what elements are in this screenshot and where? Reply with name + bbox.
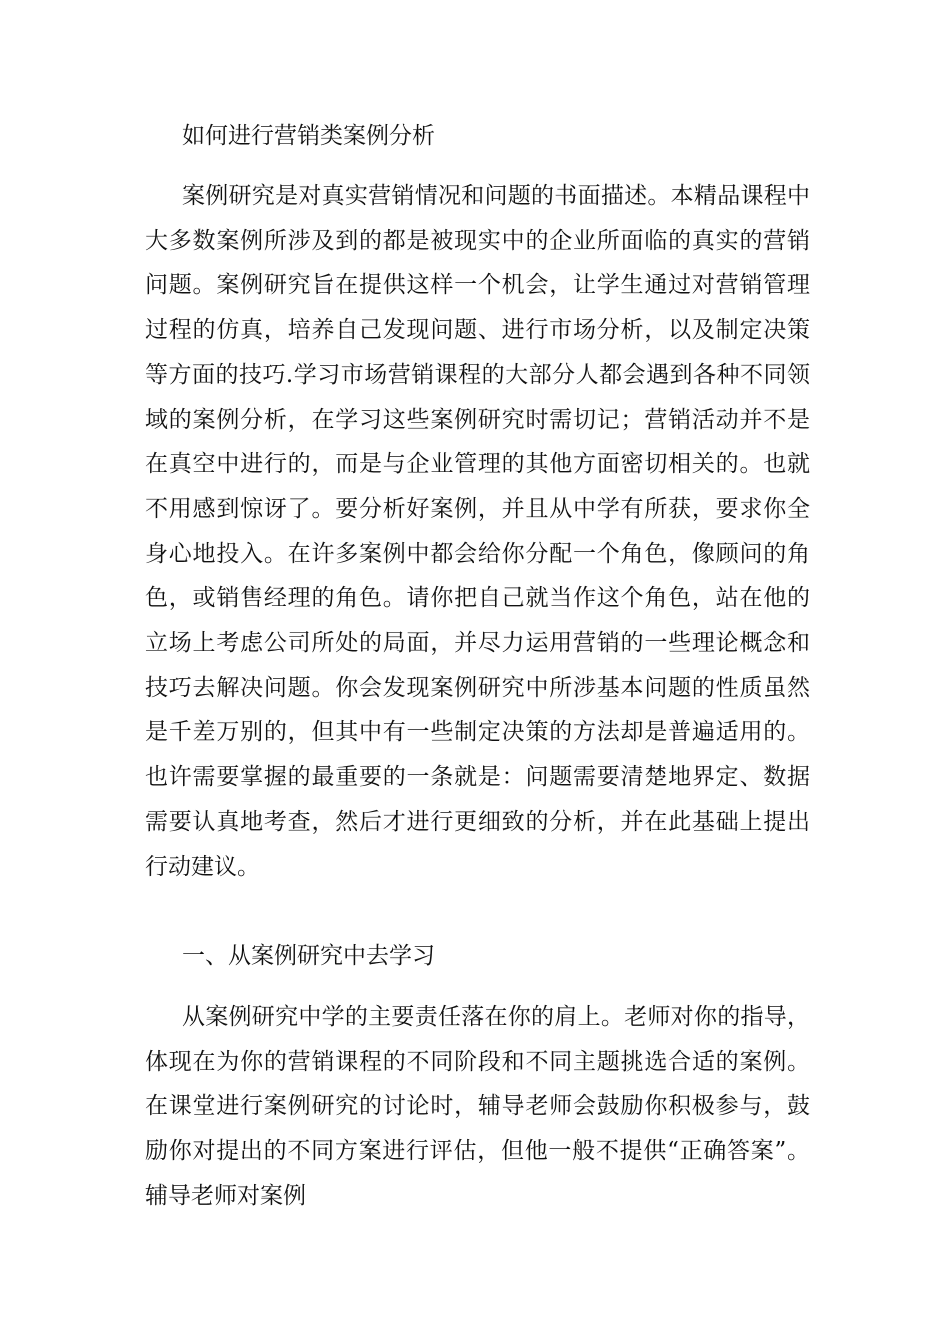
section-heading: 一、从案例研究中去学习 xyxy=(182,943,435,969)
body-paragraph: 案例研究是对真实营销情况和问题的书面描述。本精品课程中大多数案例所涉及到的都是被现实中的企业所面临的真实的营销问题。案例研究旨在提供这样一个机会，让学生通过对营销管理过程的仿真，培养自己发现问题、进行市场分析，以及制定决策等方面的技巧.学习市场营销课程的大部分人都会遇到各种不同领域的案例分析，在学习这些案例研究时需切记；营销活动并不是在真空中进行的，而是与企业管理的其他方面密切相关的。也就不用感到惊讶了。要分析好案例，并且从中学有所获，要求你全身心地投入。在许多案例中都会给你分配一个角色，像顾问的角色，或销售经理的角色。请你把自己就当作这个角色，站在他的立场上考虑公司所处的局面，并尽力运用营销的一些理论概念和技巧去解决问题。你会发现案例研究中所涉基本问题的性质虽然是千差万别的，但其中有一些制定决策的方法却是普遍适用的。也许需要掌握的最重要的一条就是：问题需要清楚地界定、数据需要认真地考查，然后才进行更细致的分析，并在此基础上提出行动建议。 xyxy=(145,183,810,880)
body-paragraph: 从案例研究中学的主要责任落在你的肩上。老师对你的指导，体现在为你的营销课程的不同阶段和不同主题挑选合适的案例。在课堂进行案例研究的讨论时，辅导老师会鼓励你积极参与，鼓励你对提出的不同方案进行评估，但他一般不提供“正确答案”。辅导老师对案例 xyxy=(145,1004,810,1209)
document-title: 如何进行营销类案例分析 xyxy=(182,123,435,149)
